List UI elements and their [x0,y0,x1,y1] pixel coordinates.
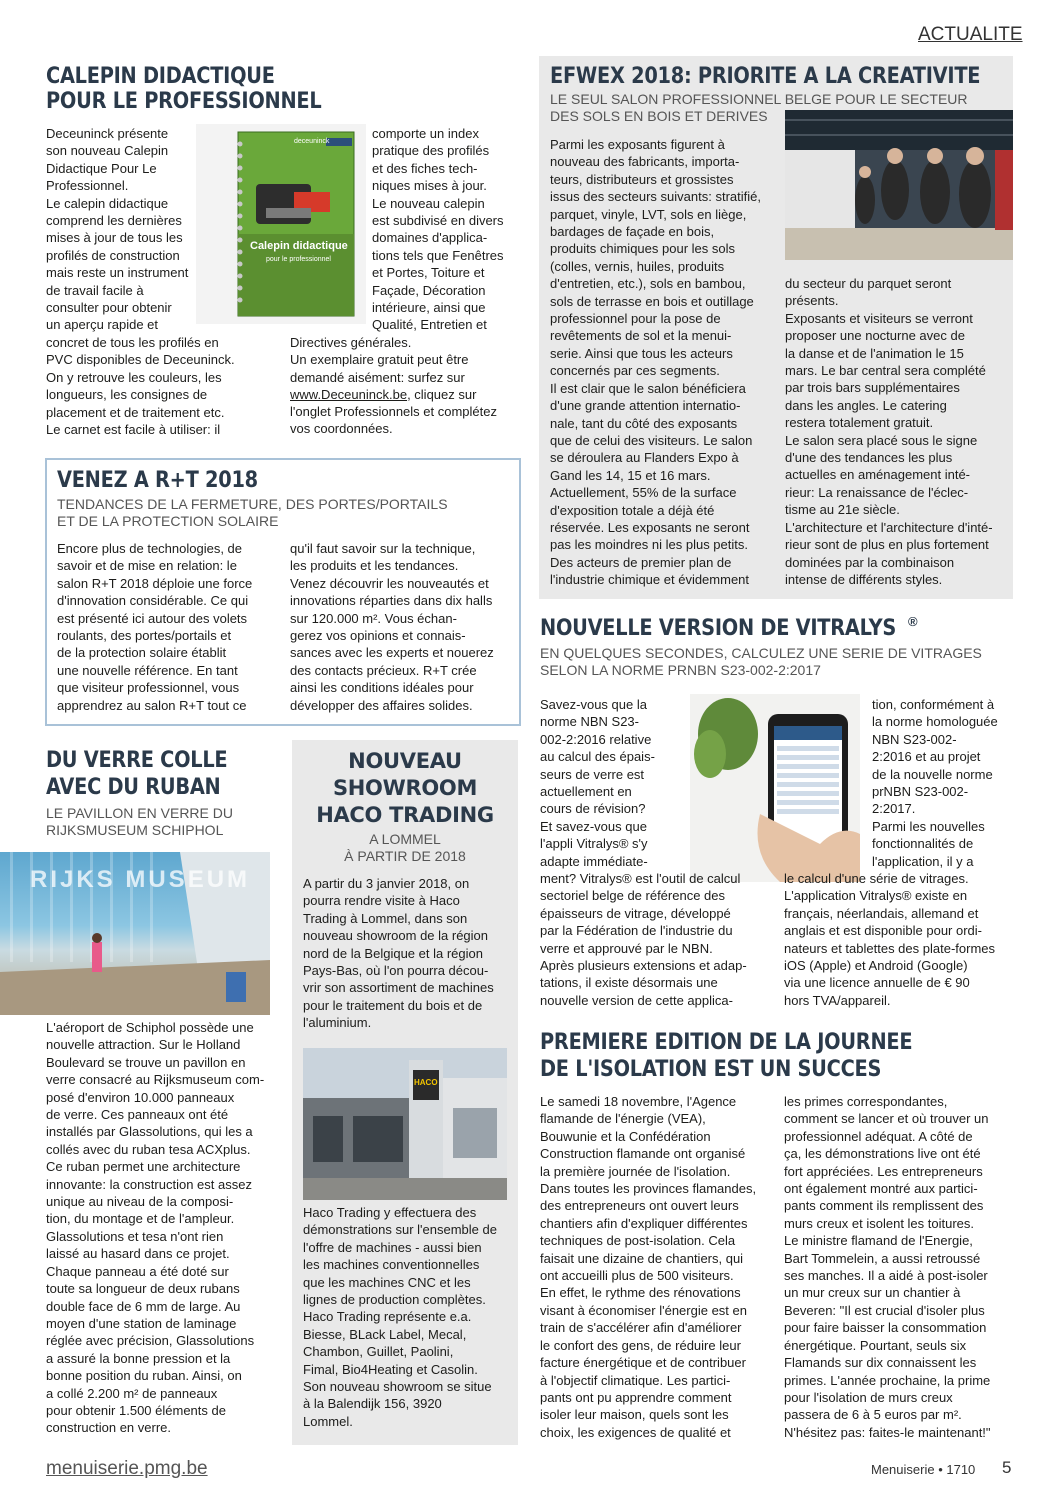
text-line: à la Balendijk 156, 3920 [303,1396,442,1412]
text-line: l'aluminium. [303,1015,372,1031]
vitralys-title-line [540,616,945,641]
text-line: Flamands sur dix connaissent les [784,1355,977,1371]
text-line: Ce ruban permet une architecture [46,1159,241,1175]
text-line: tion, conformément à [872,697,995,712]
text-line: pourra rendre visite à Haco [303,893,460,909]
text-line: visant à économiser l'énergie est en [540,1302,747,1318]
text-line: la danse et de l'animation le 15 [785,345,964,361]
text-line: 2:2016 et au projet [872,749,981,765]
text-line: l'industrie chimique et évidemment [550,572,750,588]
text-line: via une licence annuelle de € 90 [784,975,970,991]
haco-showroom-photo [303,1048,507,1200]
text-line: se déroulera au Flanders Expo à [550,450,739,466]
calepin-book-image [196,124,366,324]
text-line: double face de 6 mm de large. Au [46,1298,241,1314]
haco-title-1: NOUVEAU [348,749,462,773]
text-line: vrir son assortiment de machines [303,980,494,996]
text-line: Des acteurs de premier plan de [550,554,732,570]
text-line: salon R+T 2018 déploie une force [57,575,253,591]
text-line: Son nouveau showroom se situe [303,1379,492,1395]
efwex-col-right [785,275,1010,588]
text-line: Chaque panneau a été doté sur [46,1263,229,1279]
text-line: teurs, distributeurs et grossistes [550,171,734,187]
text-line: moyen d'une station de laminage [46,1315,237,1331]
text-line: sur 120.000 m². Vous échan- [290,610,457,626]
calepin-title-2: POUR LE PROFESSIONNEL [46,89,322,114]
text-line: flamande de l'énergie (VEA), [540,1111,706,1127]
text-line: seurs de verre est [540,766,645,782]
text-line: Savez-vous que la [540,697,647,712]
text-line: passera de 6 à 5 euros par m². [784,1407,962,1423]
text-line: au calcul des épais- [540,749,655,765]
verre-title-2: AVEC DU RUBAN [46,775,221,800]
rt-col-left [57,540,287,714]
calepin-col-right [372,125,522,334]
text-line: laissé au hasard dans ce projet. [46,1246,230,1262]
text-line: Haco Trading représente e.a. [303,1309,472,1325]
text-line: les primes correspondantes, [784,1094,948,1109]
text-line: train de s'accélérer afin d'améliorer [540,1320,742,1336]
text-line: d'entretien, etc.), sols en bambou, [550,276,746,292]
text-line: isoler leur maison, quels sont les [540,1407,729,1423]
isolation-col-right [784,1093,1014,1441]
text-line: tisme au 21e siècle. [785,502,900,518]
verre-subtitle-1: LE PAVILLON EN VERRE DU [46,805,233,821]
vitralys-title: NOUVELLE VERSION DE VITRALYS [540,616,897,641]
text-line: fonctionnalités de [872,836,974,852]
text-line: bonne position du ruban. Ainsi, on [46,1368,242,1384]
rt-col-right [290,540,520,714]
text-line: installés par Glassolutions, qui les a [46,1124,253,1140]
text-line: de travail facile à [46,282,144,298]
text-line: nouveau des fabricants, importa- [550,154,740,170]
text-line: Le nouveau calepin [372,195,485,211]
smartphone-icon [690,694,860,882]
text-line: Actuellement, 55% de la surface [550,485,737,501]
text-line: d'innovation considérable. Ce qui [57,593,249,609]
isolation-article [540,1030,1012,1450]
text-line: qu'il faut savoir sur la technique, [290,541,476,556]
text-line: intérieure, ainsi que [372,300,486,316]
text-line: L'aéroport de Schiphol possède une [46,1020,254,1035]
haco-body-1 [303,875,515,1032]
text-line: mises à jour de tous les [46,230,183,246]
text-line: la norme homologuée [872,714,998,730]
text-line: dans les angles. Le catering [785,397,947,413]
text-line: un mur creux sur un chantier à [784,1285,961,1301]
book-title: Calepin didactique [250,240,348,252]
text-line: sectoriel belge de référence des [540,888,726,904]
text-line: faisait une dizaine de chantiers, qui [540,1250,744,1266]
vitralys-right-short [872,696,1012,870]
text-line: Biesse, BLack Label, Mecal, [303,1326,467,1342]
text-line: Le ministre flamand de l'Energie, [784,1233,973,1249]
calepin-col-right-full [290,334,520,386]
text-line: pour obtenir 1.500 éléments de [46,1402,226,1418]
text-line: français, néerlandais, allemand et [784,905,979,921]
text-line: primes. L'année prochaine, la prime [784,1372,991,1388]
text-line: Le calepin didactique [46,195,169,211]
text-line: 002-2:2016 relative [540,731,652,747]
text-line: comporte un index [372,126,479,141]
text-line: issus des secteurs suivants: stratifié, [550,189,761,205]
efwex-subtitle-1: LE SEUL SALON PROFESSIONNEL BELGE POUR LE SECTEUR [550,91,968,107]
text-line: concret de tous les profilés en [46,334,219,350]
text-line: Bart Tommelein, a aussi retroussé [784,1250,981,1266]
text-line: On y retrouve les couleurs, les [46,369,222,385]
text-line: et des fiches tech- [372,160,478,176]
efwex-photo [785,110,1013,260]
text-line: professionnel adéquat. A côté de [784,1128,973,1144]
text-line: ça, les démonstrations live ont été [784,1146,981,1162]
text-line: nateurs et tablettes des plate-formes [784,940,996,956]
text-line: adapte immédiate- [540,853,648,869]
text-line: prNBN S23-002- [872,784,969,800]
text-line: revêtements de sol et la menui- [550,328,732,344]
text-line: En effet, le rythme des rénovations [540,1285,741,1301]
text-line: hors TVA/appareil. [784,992,891,1008]
text-line: restera totalement gratuit. [785,415,934,431]
text-line: à l'objectif climatique. Les partici- [540,1372,731,1388]
text-line: bardages de façade en bois, [550,224,715,240]
vitralys-subtitle-1: EN QUELQUES SECONDES, CALCULEZ UNE SERIE DE VITRAGES [540,645,982,661]
text-line: nord de la Belgique et la région [303,945,483,961]
text-line: intense de différents styles. [785,571,943,587]
text-line: la première journée de l'isolation. [540,1163,731,1179]
text-line: que de celui des visiteurs. Le salon [550,432,753,448]
text-line: longueurs, les consignes de [46,387,208,403]
text-line: techniques de post-isolation. Cela [540,1233,736,1249]
footer-page-number: 5 [1002,1458,1012,1477]
verre-body [46,1019,282,1437]
text-line: les produits et les tendances. [290,558,459,574]
text-line: verre et approuvé par le NBN. [540,940,713,956]
text-line: A partir du 3 janvier 2018, on [303,876,470,891]
text-line: fort appréciées. Les entrepreneurs [784,1163,983,1179]
text-line: chantiers afin d'expliquer différentes [540,1215,748,1231]
text-line: ses manches. Il a aidé à post-isoler [784,1268,988,1284]
text-line: profilés de construction [46,247,180,263]
calepin-col-right-end [290,403,520,438]
text-line: mars. Le bar central sera complété [785,363,986,379]
text-line: innovante: la construction est assez [46,1176,252,1192]
footer-issue: Menuiserie • 1710 [871,1462,976,1477]
vitralys-right-full [784,870,1014,1009]
text-line: Haco Trading y effectuera des [303,1205,477,1220]
text-line: tions tels que Fenêtres [372,247,504,263]
text-line: pour l'isolation de murs creux [784,1389,953,1405]
text-line: apprendrez au salon R+T tout ce [57,697,247,713]
text-line: NBN S23-002- [872,731,957,747]
text-line: consulter pour obtenir [46,300,172,316]
text-line: une nouvelle référence. En tant [57,662,238,678]
text-line: roulants, des portes/portails et [57,628,232,644]
vitralys-reg: ® [908,614,918,629]
text-line: présents. [785,293,839,309]
text-line: ont également montré aux partici- [784,1181,978,1197]
efwex-title: EFWEX 2018: PRIORITE A LA CREATIVITE [550,64,981,89]
text-line: comprend les dernières [46,213,182,229]
text-line: pratique des profilés [372,143,490,159]
text-line: de verre. Ces panneaux ont été [46,1107,229,1123]
text-line: proposer une nocturne avec de [785,328,965,344]
text-line: d'une grande attention internatio- [550,398,741,414]
text-line: des entrepreneurs ont ouvert leurs [540,1198,739,1214]
vitralys-article [540,616,1012,1016]
isolation-title-1: PREMIERE EDITION DE LA JOURNEE [540,1030,913,1055]
text-line: produits chimiques pour les sols [550,241,735,257]
haco-title-3: HACO TRADING [316,803,494,827]
text-line: Boulevard se trouve un pavillon en [46,1054,246,1070]
text-line: Encore plus de technologies, de [57,541,243,556]
text-line: Didactique Pour Le [46,160,157,176]
text-line: murs creux et isolent les toitures. [784,1215,975,1231]
text-line: ment? Vitralys® est l'outil de calcul [540,871,741,886]
text-line: choix, les exigences de qualité et [540,1424,731,1440]
text-line: verre consacré au Rijksmuseum com- [46,1072,265,1088]
text-line: Le salon sera placé sous le signe [785,432,978,448]
text-line: L'application Vitralys® existe en [784,888,968,904]
text-line: Un exemplaire gratuit peut être [290,352,469,368]
building-icon [303,1048,507,1200]
text-line: est subdivisé en divers [372,213,504,229]
text-line: l'offre de machines - aussi bien [303,1239,482,1255]
text-line: iOS (Apple) et Android (Google) [784,958,968,974]
isolation-col-left [540,1093,775,1441]
text-line: Il est clair que le salon bénéficiera [550,380,746,396]
text-line: (colles, vernis, huiles, produits [550,258,725,274]
text-line: serie. Ainsi que tous les acteurs [550,345,733,361]
text-line: démonstrations sur l'ensemble de [303,1222,497,1238]
haco-sign: HACO [414,1078,438,1087]
text-line: Bouwunie et la Confédération [540,1128,711,1144]
text-line: Exposants et visiteurs se verront [785,310,973,326]
pavilion-sign: RIJKS MUSEUM [30,866,251,893]
text-line: gerez vos opinions et connais- [290,628,466,644]
text-line: des contacts précieux. R+T crée [290,662,477,678]
text-line: 2:2017. [872,801,916,817]
text-line: Pays-Bas, où l'on pourra décou- [303,963,489,979]
text-line: l'onglet Professionnels et complétez [290,404,497,419]
section-label: ACTUALITE [918,24,1023,45]
text-line: innovations réparties dans dix halls [290,593,493,609]
text-line: le calcul d'une série de vitrages. [784,871,969,886]
text-line: parquet, vinyle, LVT, sols en liège, [550,206,747,222]
efwex-col-left [550,136,775,589]
text-line: Directives générales. [290,335,412,350]
text-line: PVC disponibles de Deceuninck. [46,352,235,368]
text-line: tations, il existe désormais une [540,975,718,991]
text-line: Après plusieurs extensions et adap- [540,958,747,974]
text-line: Parmi les exposants figurent à [550,137,725,152]
text-line: concernés par ces segments. [550,363,720,379]
text-line: et Portes, Toiture et [372,265,485,281]
text-line: construction en verre. [46,1420,172,1436]
text-line: unique au niveau de la composi- [46,1194,234,1210]
text-line: collés avec du ruban tesa ACXplus. [46,1141,251,1157]
text-line: posé d'environ 10.000 panneaux [46,1089,235,1105]
crowd-icon [785,110,1013,260]
haco-title-2: SHOWROOM [332,776,478,800]
text-line: Deceuninck présente [46,126,169,141]
verre-title-1: DU VERRE COLLE [46,748,228,773]
text-line: Le carnet est facile à utiliser: il [46,421,221,437]
text-line: développer des affaires solides. [290,697,473,713]
haco-subtitle-1: A LOMMEL [369,831,441,847]
text-line: Le samedi 18 novembre, l'Agence [540,1094,737,1109]
text-line: lignes de production complètes. [303,1292,486,1308]
rt-subtitle-1: TENDANCES DE LA FERMETURE, DES PORTES/PORTAILS [57,496,448,512]
text-line: pants comment ils remplissent des [784,1198,984,1214]
text-line: nouvelle version de cette applica- [540,992,733,1008]
text-line: vos coordonnées. [290,421,393,437]
book-icon [196,124,366,324]
text-line: que les machines CNC et les [303,1274,471,1290]
text-line: du secteur du parquet seront [785,276,952,291]
text-line: dominées par la combinaison [785,554,955,570]
text-line: actuellement en [540,784,632,800]
text-line: placement et de traitement etc. [46,404,225,420]
haco-box [292,740,518,1445]
text-line: comment se lancer et où trouver un [784,1111,989,1127]
text-line: épaisseurs de vitrage, développé [540,905,731,921]
calepin-link-line [290,386,520,403]
text-line: de la nouvelle norme [872,766,993,782]
text-line: Façade, Décoration [372,282,486,298]
text-line: pour le traitement du bois et de [303,997,483,1013]
text-line: Dans toutes les provinces flamandes, [540,1181,757,1197]
calepin-title-1: CALEPIN DIDACTIQUE [46,64,275,89]
text-line: mais reste un instrument [46,265,189,281]
text-line: que visiteur professionnel, vous [57,680,240,696]
text-line: norme NBN S23- [540,714,639,730]
text-line: l'application, il y a [872,853,974,869]
text-line: professionnel pour la pose de [550,311,721,327]
text-line: rieur: La renaissance de l'éclec- [785,484,969,500]
text-line: énergétique. Pourtant, seuls six [784,1337,967,1353]
vitralys-subtitle-2: SELON LA NORME PRNBN S23-002-2:2017 [540,662,821,678]
text-line: ainsi les conditions idéales pour [290,680,474,696]
efwex-subtitle-2: DES SOLS EN BOIS ET DERIVES [550,108,768,124]
haco-subtitle-2: À PARTIR DE 2018 [344,848,466,864]
text-line: anglais et est disponible pour ordi- [784,923,983,939]
text-line: Lommel. [303,1413,353,1429]
text-line: ont accueilli plus de 500 visiteurs. [540,1268,734,1284]
text-line: a collé 2.200 m² de panneaux [46,1385,218,1401]
text-line: par la Fédération de l'industrie du [540,923,733,939]
text-line: Fimal, Bio4Heating et Casolin. [303,1361,478,1377]
text-line: le confort des gens, de réduire leur [540,1337,741,1353]
text-line: un aperçu rapide et [46,317,159,333]
rt-box [45,458,521,726]
text-line: facture énergétique et de contribuer [540,1355,746,1371]
text-line: Trading à Lommel, dans son [303,910,468,926]
text-line: par trois bars supplémentaires [785,380,960,396]
text-line: Venez découvrir les nouveautés et [290,575,489,591]
text-line: nouvelle attraction. Sur le Holland [46,1037,241,1053]
verre-subtitle-2: RIJKSMUSEUM SCHIPHOL [46,822,224,838]
rt-title: VENEZ A R+T 2018 [57,468,258,493]
text-line: l'appli Vitralys® s'y [540,836,648,852]
text-line: nouveau showroom de la région [303,928,489,944]
text-line: d'une des tendances les plus [785,450,953,466]
book-brand: deceuninck [294,138,330,145]
text-line: pour faire baisser la consommation [784,1320,987,1336]
text-line: L'architecture et l'architecture d'inté- [785,519,993,535]
text-line: Gand les 14, 15 et 16 mars. [550,467,711,483]
text-line: domaines d'applica- [372,230,488,246]
text-line: sols de terrasse en bois et outillage [550,293,754,309]
text-line: pas les moindres ni les plus petits. [550,537,748,553]
vitralys-left-short [540,696,680,870]
isolation-title-2: DE L'ISOLATION EST UN SUCCES [540,1057,882,1082]
text-line: savoir et de mise en relation: le [57,558,237,574]
text-line: rieur sont de plus en plus fortement [785,537,989,553]
text-line: N'hésitez pas: faites-le maintenant!" [784,1424,991,1440]
text-line: les machines conventionnelles [303,1257,480,1273]
text-line: a assuré la bonne pression et la [46,1350,231,1366]
text-line: son nouveau Calepin [46,143,169,159]
text-line: de la protection solaire établit [57,645,227,661]
vitralys-left-full [540,870,775,1009]
text-line: Beveren: "Il est crucial d'isoler plus [784,1302,985,1318]
text-line: d'exposition totale a déjà été [550,502,715,518]
calepin-article [46,64,516,444]
text-line: réglée avec précision, Glassolutions [46,1333,255,1349]
text-line: Qualité, Entretien et [372,317,487,333]
text-line: toute sa longueur de deux rubans [46,1281,240,1297]
text-line: Glassolutions et tesa n'ont rien [46,1228,224,1244]
text-line: actuelles en aménagement inté- [785,467,971,483]
deceuninck-link[interactable]: www.Deceuninck.be [290,387,408,402]
text-line: Parmi les nouvelles [872,818,985,834]
text-line: Construction flamande ont organisé [540,1146,746,1162]
text-line: est présenté ici autour des volets [57,610,248,626]
text-line: cours de révision? [540,801,646,817]
text-line: réservée. Les exposants ne seront [550,519,750,535]
phone-photo [690,694,860,882]
text-line: sances avec les experts et nouerez [290,645,494,661]
text-line: Chambon, Guillet, Paolini, [303,1344,454,1360]
rt-subtitle-2: ET DE LA PROTECTION SOLAIRE [57,513,279,529]
book-subtitle: pour le professionnel [266,256,331,263]
text-line: Professionnel. [46,178,129,194]
text-line: demandé aisément: surfez sur [290,369,465,385]
text-line: tion, du montage et de l'ampleur. [46,1211,235,1227]
haco-body-2 [303,1204,515,1430]
text-line: Et savez-vous que [540,818,647,834]
text-line: nale, tant du côté des exposants [550,415,738,431]
link-after: , cliquez sur [407,387,477,402]
text-line: niques mises à jour. [372,178,487,194]
schiphol-photo [0,852,270,1015]
text-line: pants ont pu apprendre comment [540,1389,732,1405]
footer-site[interactable]: menuiserie.pmg.be [46,1458,208,1479]
